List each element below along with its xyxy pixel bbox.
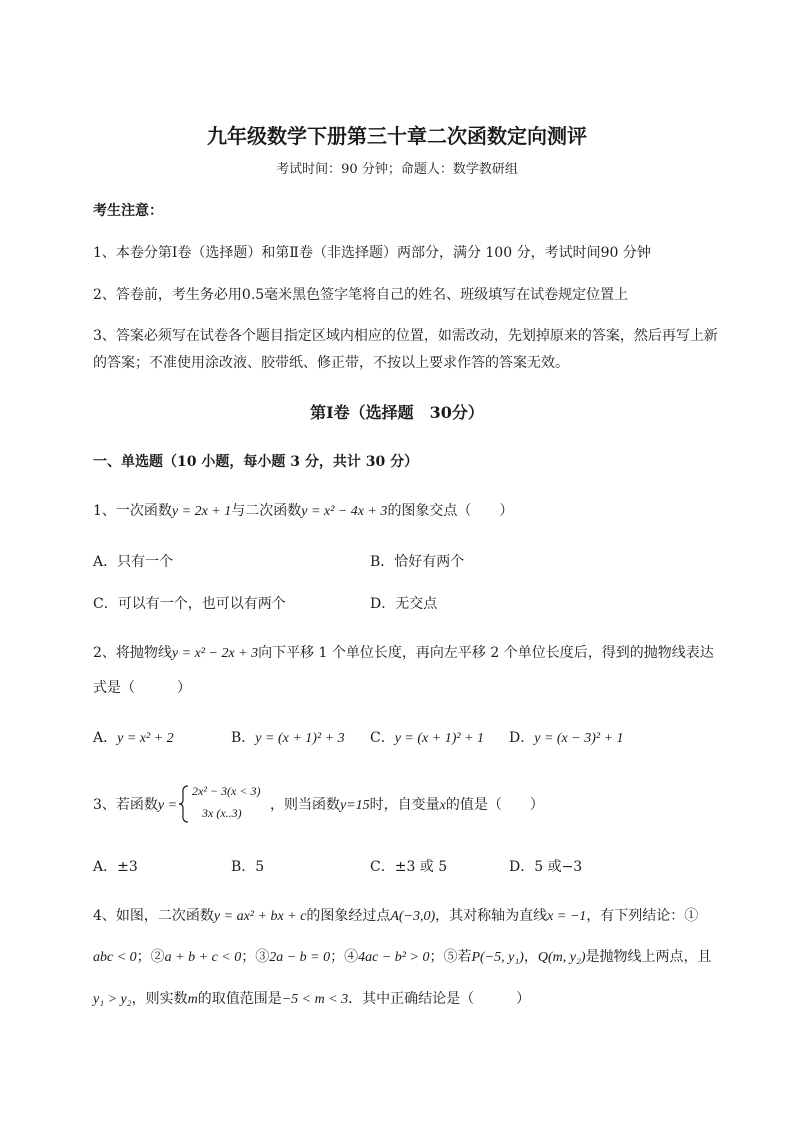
q3-tail-2: 时，自变量 [369, 797, 440, 813]
q3-case-2: 3x (x..3) [202, 806, 242, 820]
q4-conclusion-1: abc < 0 [93, 950, 137, 965]
q4-condition: y₁ > y₂ [93, 992, 132, 1007]
q4-l3-text-2: 的取值范围是 [197, 991, 282, 1007]
notice-item-1: 1、本卷分第Ⅰ卷（选择题）和第Ⅱ卷（非选择题）两部分，满分 100 分，考试时间90 分钟 [93, 245, 651, 261]
section-title: 第Ⅰ卷（选择题 30分） [310, 403, 484, 422]
notice-item-2: 2、答卷前，考生务必用0.5毫米黑色签字笔将自己的姓名、班级填写在试卷规定位置上 [93, 287, 629, 303]
q1-quadratic-function: y = x² − 4x + 3 [301, 504, 388, 519]
q1-lead: 1、一次函数 [93, 503, 172, 519]
part-heading: 一、单选题（10 小题，每小题 3 分，共计 30 分） [93, 454, 419, 470]
q4-conclusion-4: 4ac − b² > 0 [358, 950, 430, 965]
q2-option-c-formula: y = (x + 1)² + 1 [394, 731, 485, 746]
q2-option-c-label: C． [370, 730, 395, 746]
q2-option-d-label: D． [509, 730, 535, 746]
q4-m: m [187, 992, 198, 1007]
exam-info: 考试时间：90 分钟；命题人：数学教研组 [276, 162, 518, 177]
q4-mid-2: ，其对称轴为直线 [435, 908, 548, 924]
notice-item-3-cont: 的答案；不准使用涂改液、胶带纸、修正带，不按以上要求作答的答案无效。 [93, 355, 569, 371]
piecewise-brace [178, 784, 190, 824]
q4-range: −5 < m < 3 [281, 992, 349, 1007]
page-title: 九年级数学下册第三十章二次函数定向测评 [207, 124, 587, 148]
q4-point-q: Q(m, y₂) [537, 950, 586, 965]
q4-conclusion-3: 2a − b = 0 [269, 950, 331, 965]
q1-option-d[interactable]: D．无交点 [370, 596, 438, 612]
q1-option-b[interactable]: B．恰好有两个 [370, 554, 465, 570]
q1-tail: 的图象交点（ ） [387, 503, 514, 519]
q4-axis: x = −1 [547, 909, 587, 924]
q3-y-value: y=15 [340, 798, 370, 813]
q2-option-a-label: A． [93, 730, 118, 746]
q3-lead-text: 3、若函数 [93, 797, 158, 813]
notice-heading: 考生注意： [93, 203, 163, 219]
q2-option-d-formula: y = (x − 3)² + 1 [534, 731, 624, 746]
notice-item-3: 3、答案必须写在试卷各个题目指定区域内相应的位置，如需改动，先划掉原来的答案，然后再写上新 [93, 328, 718, 344]
q4-l3-text-1: ，则实数 [131, 991, 188, 1007]
q2-option-b[interactable] [231, 727, 345, 747]
q4-conclusion-2: a + b + c < 0 [164, 950, 242, 965]
question-4-line-2 [93, 946, 712, 966]
q4-comma: ， [523, 949, 538, 965]
q3-option-b[interactable]: B．5 [231, 859, 265, 875]
q2-lead: 2、将抛物线 [93, 645, 172, 661]
q2-option-a[interactable] [93, 727, 174, 747]
q1-linear-function: y = 2x + 1 [171, 504, 232, 519]
q2-function: y = x² − 2x + 3 [171, 646, 259, 661]
q2-option-a-formula: y = x² + 2 [117, 731, 174, 746]
q3-tail-1: ，则当函数 [270, 797, 340, 813]
q4-function: y = ax² + bx + c [213, 909, 307, 924]
q3-lead [93, 794, 177, 814]
q4-tail: ，有下列结论：① [586, 908, 699, 924]
question-2 [93, 642, 714, 662]
q1-mid: 与二次函数 [231, 503, 302, 519]
q4-l3-tail: ．其中正确结论是（ ） [348, 991, 531, 1007]
q4-sep-4: ；④ [330, 949, 359, 965]
q4-sep-2: ；② [136, 949, 165, 965]
q4-line-2-tail: 是抛物线上两点，且 [585, 949, 712, 965]
q2-line-2: 式是（ ） [93, 680, 191, 696]
q3-tail [270, 794, 544, 814]
q2-option-c[interactable] [370, 727, 484, 747]
q2-option-b-formula: y = (x + 1)² + 3 [255, 731, 345, 746]
question-1 [93, 500, 513, 520]
q3-option-d[interactable]: D．5 或−3 [509, 859, 583, 875]
q4-sep-5: ；⑤若 [429, 949, 472, 965]
question-4-line-3 [93, 988, 530, 1008]
q1-option-a[interactable]: A．只有一个 [93, 554, 174, 570]
q4-sep-3: ；③ [241, 949, 270, 965]
q3-y: y = [157, 798, 178, 813]
q4-point-p: P(−5, y₁) [471, 950, 524, 965]
q4-lead: 4、如图，二次函数 [93, 908, 214, 924]
q4-point-a: A(−3,0) [390, 909, 436, 924]
q4-mid: 的图象经过点 [306, 908, 391, 924]
question-4-line-1 [93, 905, 698, 925]
q2-option-b-label: B． [231, 730, 256, 746]
q3-tail-3: 的值是（ ） [445, 797, 544, 813]
q3-case-1: 2x² − 3(x < 3) [192, 784, 261, 798]
q2-option-d[interactable] [509, 727, 624, 747]
q3-x: x [439, 798, 446, 813]
q3-option-c[interactable]: C．±3 或 5 [370, 859, 448, 875]
q2-tail: 向下平移 1 个单位长度，再向左平移 2 个单位长度后，得到的抛物线表达 [258, 645, 714, 661]
q3-option-a[interactable]: A．±3 [93, 859, 138, 875]
q1-option-c[interactable]: C．可以有一个，也可以有两个 [93, 596, 286, 612]
